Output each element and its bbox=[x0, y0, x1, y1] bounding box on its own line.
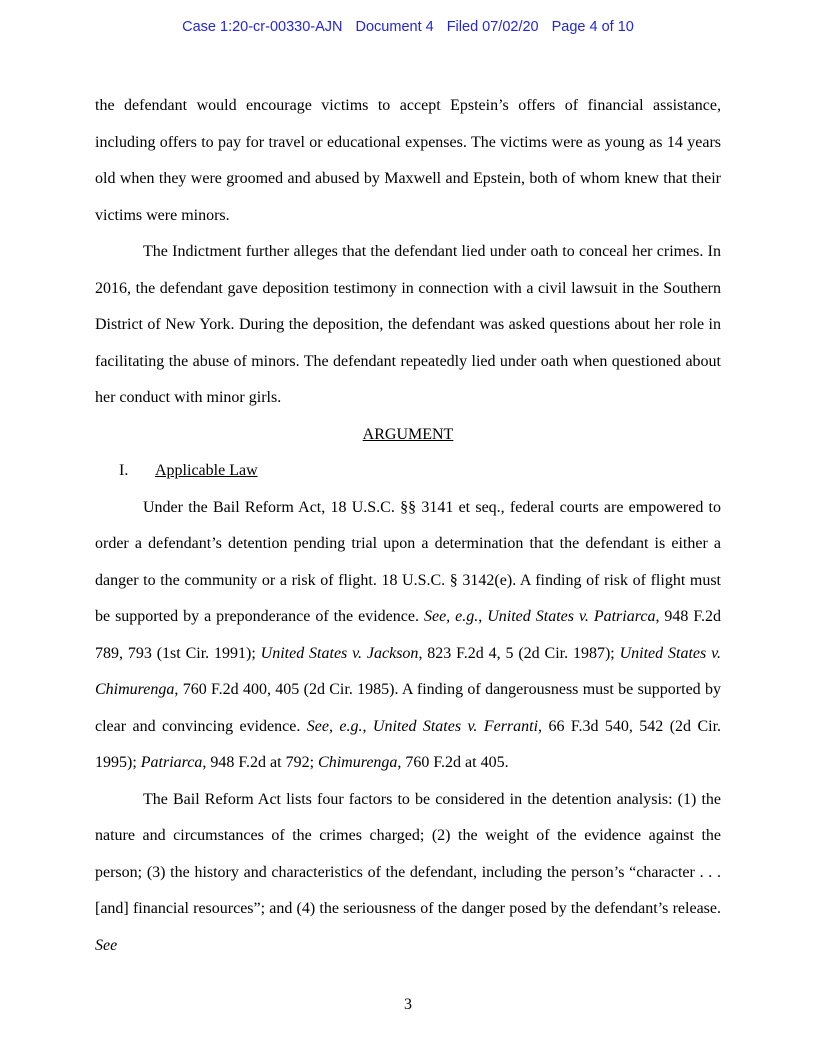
text-run: , 760 F.2d at 405. bbox=[397, 754, 509, 771]
text-run: Under the Bail Reform Act, 18 U.S.C. §§ 3141 et seq., federal courts are empowered to order a defendant’s detention pending trial upon a determination that the defendant is either a danger to the community or a risk of flight. 18 U.S.C. § 3142(e). A finding of risk of flight must be supported by a preponderance of the evidence. bbox=[95, 498, 721, 625]
text-run: , 760 F.2d 400, 405 (2d Cir. 1985). A finding of dangerousness must be supported by clear and convincing evidence. bbox=[95, 681, 721, 735]
ecf-case-stamp bbox=[0, 19, 816, 35]
text-run: The Bail Reform Act lists four factors to be considered in the detention analysis: (1) the nature and circumstances of the crimes charged; (2) the weight of the evidence against the person; (3) the history and characteristics of the defendant, including the person’s “character . . . [and] financial resources”; and (4) the seriousness of the danger posed by the defendant’s release. bbox=[95, 790, 721, 917]
section-number: I. bbox=[119, 462, 129, 479]
stamp-page-count: Page 4 of 10 bbox=[551, 19, 634, 35]
text-run: United States v. Jackson bbox=[260, 644, 419, 662]
text-run: United States v. Patriarca bbox=[487, 608, 656, 625]
argument-heading-text: ARGUMENT bbox=[362, 425, 454, 443]
text-run: , 948 F.2d 789, 793 (1st Cir. 1991); bbox=[95, 608, 722, 662]
stamp-filed-date: Filed 07/02/20 bbox=[446, 19, 539, 35]
text-run: See, e.g. bbox=[423, 608, 479, 625]
text-run: United States v. Ferranti bbox=[372, 717, 539, 735]
page-number: 3 bbox=[404, 996, 412, 1013]
argument-heading bbox=[95, 417, 721, 454]
section-heading-applicable-law bbox=[95, 453, 721, 490]
text-run: Patriarca bbox=[140, 754, 203, 771]
text-run: , 823 F.2d 4, 5 (2d Cir. 1987); bbox=[418, 644, 620, 662]
paragraph-four-factors bbox=[95, 782, 721, 965]
text-run: , bbox=[362, 717, 373, 735]
section-title: Applicable Law bbox=[155, 462, 258, 479]
text-run: The Indictment further alleges that the defendant lied under oath to conceal her crimes. In 2016, the defendant gave deposition testimony in connection with a civil lawsuit in the Southern District of New York. During the deposition, the defendant was asked questions about her role in facilitating the abuse of minors. The defendant repeatedly lied under oath when questioned about her conduct with minor girls. bbox=[95, 243, 721, 406]
text-run: the defendant would encourage victims to accept Epstein’s offers of financial assistance, including offers to pay for travel or educational expenses. The victims were as young as 14 years old when they were groomed and abused by Maxwell and Epstein, both of whom knew that their victims were minors. bbox=[95, 97, 721, 224]
paragraph-bail-reform-act bbox=[95, 490, 721, 782]
stamp-case-number: Case 1:20-cr-00330-AJN bbox=[182, 19, 343, 35]
paragraph-victims-continuation bbox=[95, 88, 721, 234]
text-run: See bbox=[95, 936, 118, 954]
text-run: United States v. Chimurenga bbox=[95, 644, 721, 698]
text-run: Chimurenga bbox=[318, 754, 398, 771]
paragraph-indictment-perjury bbox=[95, 234, 721, 417]
text-run: , 948 F.2d at 792; bbox=[202, 754, 319, 771]
text-run: , bbox=[478, 608, 488, 625]
stamp-document-number: Document 4 bbox=[355, 19, 434, 35]
text-run: See, e.g. bbox=[306, 717, 363, 735]
text-run: , 66 F.3d 540, 542 (2d Cir. 1995); bbox=[95, 717, 722, 771]
document-body bbox=[95, 88, 721, 964]
